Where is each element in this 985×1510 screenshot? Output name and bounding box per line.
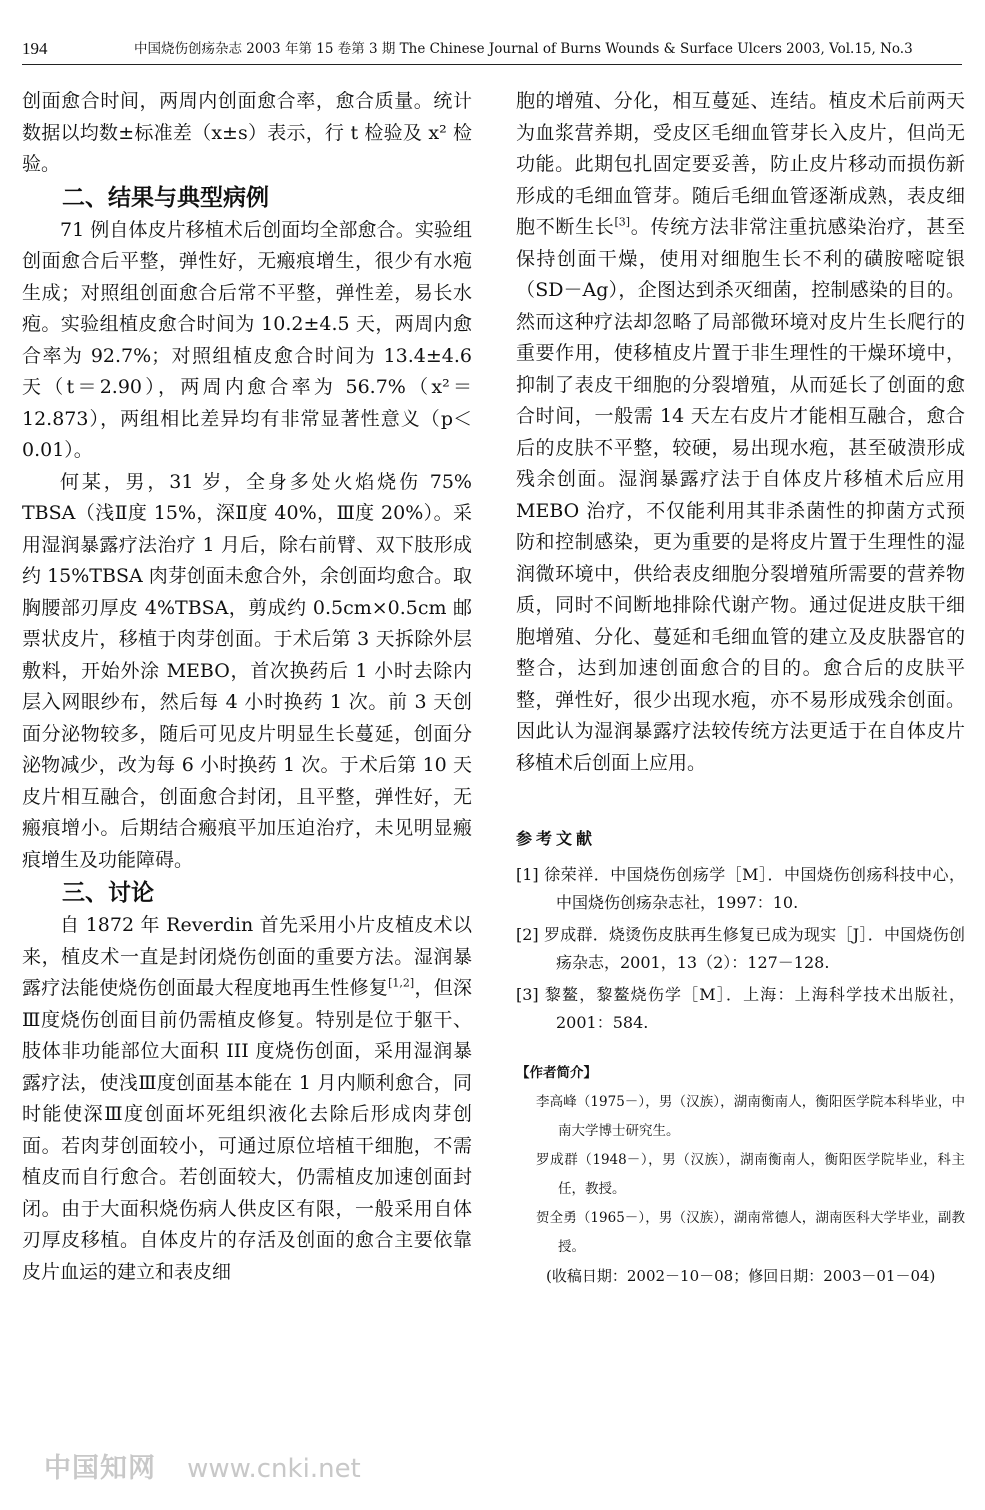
discussion-text-a: 自 1872 年 Reverdin 首先采用小片皮植皮术以来，植皮术一直是封闭烧伤创面的重要方法。湿润暴露疗法能使烧伤创面最大程度地再生性修复 bbox=[22, 914, 472, 999]
cnki-watermark bbox=[44, 1446, 361, 1486]
author-bios bbox=[516, 1059, 965, 1291]
header-rule bbox=[22, 64, 962, 65]
methods-continuation: 创面愈合时间，两周内创面愈合率，愈合质量。统计数据以均数±标准差（x±s）表示，行 t 检验及 x² 检验。 bbox=[22, 90, 472, 175]
author-entry: 罗成群（1948－），男（汉族），湖南衡南人，衡阳医学院毕业，科主任，教授。 bbox=[536, 1151, 965, 1197]
discussion-paragraph bbox=[22, 910, 472, 1288]
reference-item: [2] 罗成群．烧烫伤皮肤再生修复已成为现实［J］．中国烧伤创疡杂志，2001，13（2）：127－128. bbox=[516, 924, 965, 972]
references-heading: 参考文献 bbox=[516, 829, 597, 848]
journal-running-head: 中国烧伤创疡杂志 2003 年第 15 卷第 3 期 The Chinese Journal of Burns Wounds & Surface Ulcers 2003, Vol.15, No.3 bbox=[134, 41, 913, 57]
watermark-cnki-name: 中国知网 bbox=[44, 1453, 156, 1484]
results-paragraph: 71 例自体皮片移植术后创面均全部愈合。实验组创面愈合后平整，弹性好，无瘢痕增生，很少有水疱生成；对照组创面愈合后常不平整，弹性差，易长水疱。实验组植皮愈合时间为 10.2±4.5 天，两周内愈合率为 92.7%；对照组植皮愈合时间为 13.4±4.6 天（t＝2.90），两周内愈合率为 56.7%（x²＝12.873），两组相比差异均有非常显著性意义（p＜0.01）。 bbox=[22, 218, 472, 461]
watermark-url: www.cnki.net bbox=[187, 1454, 361, 1484]
discussion-heading: 三、讨论 bbox=[62, 880, 154, 906]
reference-item: [3] 黎鳌，黎鳌烧伤学［M］．上海：上海科学技术出版社，2001：584. bbox=[516, 984, 965, 1032]
discussion-cont-a: 胞的增殖、分化，相互蔓延、连结。植皮术后前两天为血浆营养期，受皮区毛细血管芽长入皮片，但尚无功能。此期包扎固定要妥善，防止皮片移动而损伤新形成的毛细血管芽。随后毛细血管逐渐成熟，表皮细胞不断生长 bbox=[516, 90, 965, 238]
discussion-text-b: ，但深Ⅲ度烧伤创面目前仍需植皮修复。特别是位于躯干、肢体非功能部位大面积 III 度烧伤创面，采用湿润暴露疗法，使浅Ⅲ度创面基本能在 1 月内顺利愈合，同时能使深Ⅲ度创面坏死组织液化去除后形成肉芽创面。若肉芽创面较小，可通过原位培植干细胞，不需植皮而自行愈合。若创面较大，仍需植皮加速创面封闭。由于大面积烧伤病人供皮区有限，一般采用自体刃厚皮移植。自体皮片的存活及创面的愈合主要依靠皮片血运的建立和表皮细 bbox=[22, 977, 472, 1283]
received-dates: (收稿日期：2002－10－08；修回日期：2003－01－04) bbox=[546, 1266, 936, 1285]
running-header bbox=[22, 36, 962, 62]
citation-1-2: [1,2] bbox=[388, 976, 415, 990]
author-entry: 贺全勇（1965－），男（汉族），湖南常德人，湖南医科大学毕业，副教授。 bbox=[536, 1209, 965, 1255]
citation-3: [3] bbox=[614, 215, 631, 229]
author-bios-heading: 【作者简介】 bbox=[516, 1064, 597, 1081]
reference-item: [1] 徐荣祥．中国烧伤创疡学［M］．中国烧伤创疡科技中心，中国烧伤创疡杂志社，1997：10. bbox=[516, 864, 965, 912]
discussion-cont-b: 。传统方法非常注重抗感染治疗，甚至保持创面干燥，使用对细胞生长不利的磺胺嘧啶银（SD－Ag），企图达到杀灭细菌，控制感染的目的。然而这种疗法却忽略了局部微环境对皮片生长爬行的重要作用，使移植皮片置于非生理性的干燥环境中，抑制了表皮干细胞的分裂增殖，从而延长了创面的愈合时间，一般需 14 天左右皮片才能相互融合，愈合后的皮肤不平整，较硬，易出现水疱，甚至破溃形成残余创面。湿润暴露疗法于自体皮片移植术后应用 MEBO 治疗，不仅能利用其非杀菌性的抑菌方式预防和控制感染，更为重要的是将皮片置于生理性的湿润微环境中，供给表皮细胞分裂增殖所需要的营养物质，同时不间断地排除代谢产物。通过促进皮肤干细胞增殖、分化、蔓延和毛细血管的建立及皮肤器官的整合，达到加速创面愈合的目的。愈合后的皮肤平整，弹性好，很少出现水疱，亦不易形成残余创面。因此认为湿润暴露疗法较传统方法更适于在自体皮片移植术后创面上应用。 bbox=[516, 216, 965, 774]
right-column bbox=[516, 86, 965, 1291]
discussion-continuation bbox=[516, 86, 965, 779]
case-report-paragraph: 何某，男，31 岁，全身多处火焰烧伤 75% TBSA（浅Ⅱ度 15%，深Ⅱ度 40%，Ⅲ度 20%）。采用湿润暴露疗法治疗 1 月后，除右前臂、双下肢形成约 15%TBSA 肉芽创面未愈合外，余创面均愈合。取胸腰部刃厚皮 4%TBSA，剪成约 0.5cm×0.5cm 邮票状皮片，移植于肉芽创面。于术后第 3 天拆除外层敷料，开始外涂 MEBO，首次换药后 1 小时去除内层入网眼纱布，然后每 4 小时换药 1 次。前 3 天创面分泌物较多，随后可见皮片明显生长蔓延，创面分泌物减少，改为每 6 小时换药 1 次。于术后第 10 天皮片相互融合，创面愈合封闭，且平整，弹性好，无瘢痕增小。后期结合瘢痕平加压迫治疗，未见明显瘢痕增生及功能障碍。 bbox=[22, 470, 472, 871]
page-number: 194 bbox=[22, 39, 48, 58]
left-column bbox=[22, 86, 472, 1288]
author-entry: 李高峰（1975－），男（汉族），湖南衡南人，衡阳医学院本科毕业，中南大学博士研究生。 bbox=[536, 1093, 965, 1139]
results-heading: 二、结果与典型病例 bbox=[62, 184, 269, 211]
